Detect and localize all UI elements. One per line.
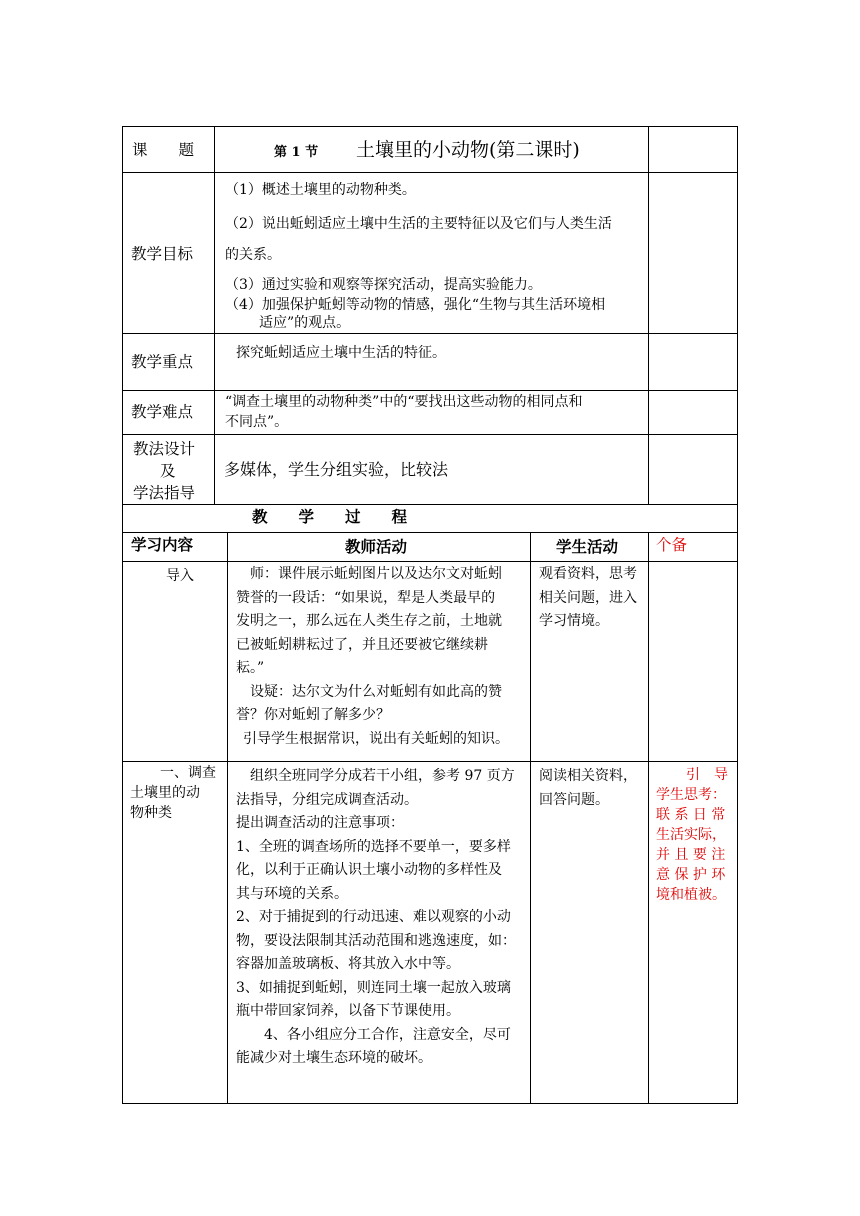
difficulty-text: “调查土壤里的动物种类”中的“要找出这些动物的相同点和 xyxy=(225,394,583,410)
difficulty-label: 教学难点 xyxy=(131,403,194,421)
goal-item: （4）加强保护蚯蚓等动物的情感，强化“生物与其生活环境相 xyxy=(225,297,606,313)
goal-item: （1）概述土壤里的动物种类。 xyxy=(225,182,416,198)
key-point-text: 探究蚯蚓适应土壤中生活的特征。 xyxy=(236,345,446,361)
section-number: 第 1 节 xyxy=(274,145,319,160)
teacher-activity: 组织全班同学分成若干小组，参考 97 页方 法指导，分组完成调查活动。 提出调查活动的注意事项： 1、全班的调查场所的选择不要单一，要多样 化，以利于正确认识土壤小动物的多样性及 其与环境的关系。 2、对于捕捉到的行动迅速、难以观察的小动 物，要设法限制其活动范围和逃逸速度，如： 容器加盖玻璃板、将其放入水中等。 3、如捕捉到蚯蚓，则连同土壤一起放入玻璃 瓶中带回家饲养，以备下节课使用。 4、各小组应分工合作，注意安全，尽可 能减少对土壤生态环境的破坏。 xyxy=(236,768,516,1066)
method-label: 教法设计 xyxy=(133,440,196,458)
student-activity: 阅读相关资料， 回答问题。 xyxy=(539,768,637,808)
key-point-label: 教学重点 xyxy=(131,353,194,371)
subject-label: 课 题 xyxy=(132,141,195,159)
teacher-notes: 引 导 学生思考： 联 系 日 常 生活实际， 并 且 要 注 意 保 护 环 境和植被。 xyxy=(656,767,728,903)
goal-item: 适应”的观点。 xyxy=(259,315,351,331)
goal-item: （2）说出蚯蚓适应土壤中生活的主要特征以及它们与人类生活 xyxy=(225,216,612,232)
header-notes: 个备 xyxy=(656,536,688,554)
method-label: 学法指导 xyxy=(133,484,196,502)
goal-item: （3）通过实验和观察等探究活动，提高实验能力。 xyxy=(225,277,542,293)
goal-item: 的关系。 xyxy=(225,247,281,263)
row-content: 导入 xyxy=(166,568,194,584)
row-content: 一、调查 土壤里的动 物种类 xyxy=(130,765,216,821)
process-title: 教 学 过 程 xyxy=(252,507,408,526)
header-student: 学生活动 xyxy=(556,537,619,556)
method-text: 多媒体，学生分组实验，比较法 xyxy=(224,460,449,479)
goals-label: 教学目标 xyxy=(131,245,194,263)
difficulty-text: 不同点”。 xyxy=(225,414,289,430)
header-teacher: 教师活动 xyxy=(345,537,408,556)
student-activity: 观看资料，思考 相关问题，进入 学习情境。 xyxy=(539,566,637,629)
teacher-activity: 师：课件展示蚯蚓图片以及达尔文对蚯蚓 赞誉的一段话：“如果说，犁是人类最早的 发明之一，那么远在人类生存之前，土地就 已被蚯蚓耕耘过了，并且还要被它继续耕 耘。” 设疑：达尔文为什么对蚯蚓有如此高的赞 誉？你对蚯蚓了解多少？ 引导学生根据常识，说出有关蚯蚓的知识。 xyxy=(236,566,509,747)
header-content: 学习内容 xyxy=(131,535,194,554)
page-title: 土壤里的小动物(第二课时) xyxy=(356,139,580,161)
method-label: 及 xyxy=(160,462,176,480)
